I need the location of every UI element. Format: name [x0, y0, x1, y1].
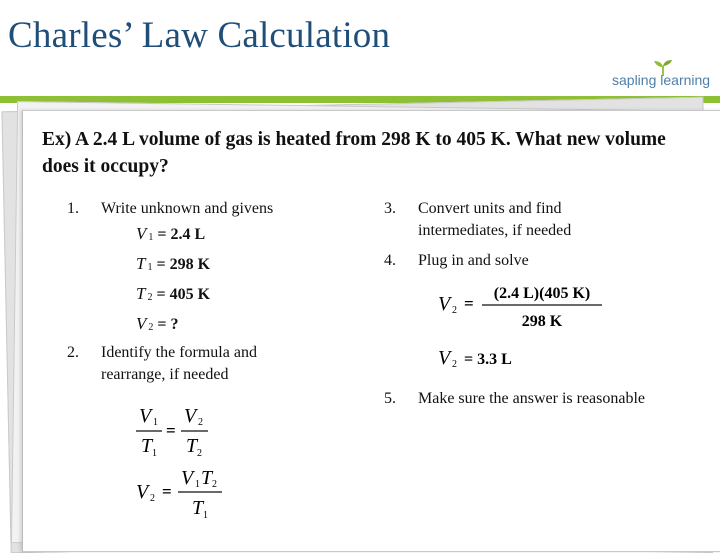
slide-title: Charles’ Law Calculation	[8, 15, 391, 56]
v2-sub: 2	[198, 417, 203, 428]
variable: T	[136, 284, 146, 303]
variable: V	[136, 314, 147, 333]
given-value: = 2.4 L	[157, 226, 206, 243]
given-v1	[136, 224, 205, 244]
variable: V	[136, 224, 147, 243]
v2-symbol: V	[184, 405, 197, 427]
answer-equation	[432, 342, 572, 372]
t1-symbol: T	[192, 497, 204, 519]
equals-sign: =	[464, 294, 474, 313]
question-text: Ex) A 2.4 L volume of gas is heated from 298 K to 405 K. What new volume does it occupy?	[42, 129, 666, 177]
variable: T	[136, 254, 146, 273]
v2-sub: 2	[452, 359, 457, 370]
t1-symbol: T	[141, 435, 153, 457]
step-text: Identify the formula and rearrange, if needed	[101, 344, 257, 383]
logo-text: sapling learning	[612, 72, 711, 88]
subscript: 1	[148, 232, 154, 243]
given-value: = ?	[157, 316, 179, 333]
t1-sub: 1	[203, 510, 208, 521]
v2-sub: 2	[150, 493, 155, 504]
given-value: = 405 K	[156, 286, 211, 303]
answer-value: = 3.3 L	[464, 351, 512, 368]
charles-law-formula	[130, 400, 220, 464]
step-text: Make sure the answer is reasonable	[418, 390, 646, 407]
given-value: = 298 K	[156, 256, 211, 273]
v2-symbol: V	[438, 347, 451, 369]
given-t1	[136, 254, 210, 274]
v1-symbol: V	[139, 405, 152, 427]
step-number: 2.	[67, 344, 79, 361]
subscript: 2	[147, 292, 153, 303]
v1-symbol: V	[181, 467, 194, 489]
step-number: 3.	[384, 200, 396, 217]
subscript: 2	[148, 322, 154, 333]
t2-symbol: T	[186, 435, 198, 457]
v1-sub: 1	[153, 417, 158, 428]
subscript: 1	[147, 262, 153, 273]
step-text: Plug in and solve	[418, 252, 529, 269]
v1-sub: 1	[195, 479, 200, 490]
t2-sub: 2	[197, 448, 202, 459]
sapling-learning-logo	[612, 60, 716, 94]
t2-symbol: T	[201, 467, 213, 489]
rearranged-formula	[130, 466, 230, 524]
v2-symbol: V	[136, 481, 149, 503]
substitution-equation	[432, 280, 612, 336]
t2-sub: 2	[212, 479, 217, 490]
given-v2	[136, 314, 179, 334]
step-text: Write unknown and givens	[101, 200, 274, 217]
t1-sub: 1	[152, 448, 157, 459]
numerator: (2.4 L)(405 K)	[493, 285, 591, 302]
step-number: 1.	[67, 200, 79, 217]
step-number: 5.	[384, 390, 396, 407]
equals-sign: =	[162, 482, 172, 501]
equals-sign: =	[166, 421, 176, 440]
v2-sub: 2	[452, 305, 457, 316]
step-text: Convert units and find intermediates, if needed	[418, 200, 572, 239]
v2-symbol: V	[438, 293, 451, 315]
step-number: 4.	[384, 252, 396, 269]
given-t2	[136, 284, 210, 304]
denominator: 298 K	[521, 313, 563, 330]
